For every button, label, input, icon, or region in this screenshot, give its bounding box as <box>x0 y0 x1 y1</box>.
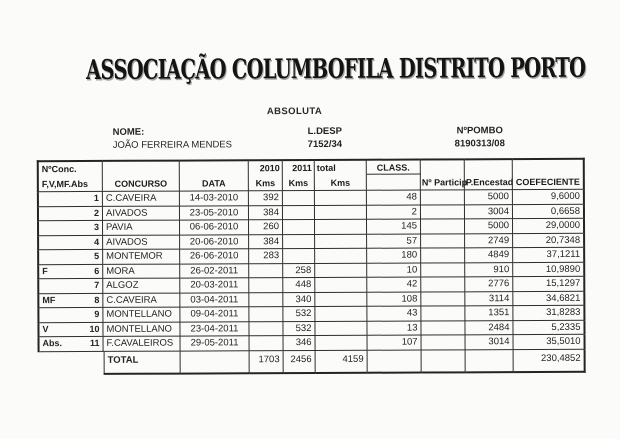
cell-group-num <box>37 250 103 265</box>
cell-encestado: 3114 <box>465 292 513 307</box>
cell-class: 107 <box>368 336 422 351</box>
header-cell-nconc <box>37 160 103 192</box>
cell-total-spacer <box>38 351 104 374</box>
total-label: TOTAL <box>104 351 181 374</box>
cell-kms-2010 <box>249 264 283 279</box>
cell-date: 06-06-2010 <box>180 220 249 235</box>
cell-encestado: 3004 <box>465 205 513 220</box>
row-number: 10 <box>89 323 100 334</box>
member-name: JOÃO FERREIRA MENDES <box>112 139 233 151</box>
cell-kms-2010: 392 <box>249 191 283 206</box>
row-group-label: MF <box>42 294 56 305</box>
row-number: 6 <box>94 265 100 276</box>
cell-group-num <box>37 235 103 250</box>
cell-kms-total <box>315 205 367 220</box>
cell-class: 2 <box>367 205 421 220</box>
cell-kms-total <box>316 336 368 351</box>
header-cell-data: DATA <box>180 159 249 191</box>
cell-group-num <box>37 308 103 323</box>
cell-class: 43 <box>367 307 421 322</box>
cell-kms-total <box>315 249 367 264</box>
cell-date: 20-06-2010 <box>180 235 249 250</box>
cell-concurso: AIVADOS <box>103 206 180 221</box>
cell-date: 03-04-2011 <box>180 293 249 308</box>
cell-class: 10 <box>367 263 421 278</box>
cell-kms-2010 <box>249 293 283 308</box>
header-cell-coeficiente: COEFECIENTE <box>513 158 585 190</box>
cell-concurso: MORA <box>103 264 180 279</box>
cell-kms-2011: 448 <box>283 278 315 293</box>
cell-particip <box>422 335 466 350</box>
cell-date: 26-06-2010 <box>180 249 249 264</box>
cell-kms-total <box>315 292 367 307</box>
cell-kms-2010 <box>249 307 283 322</box>
cell-coeficiente: 35,5010 <box>514 335 586 350</box>
header-nconc-label: NºConc. <box>41 164 77 175</box>
cell-encestado: 5000 <box>465 219 513 234</box>
cell-class: 57 <box>367 234 421 249</box>
header-cell-kms-total <box>315 159 367 191</box>
cell-kms-total <box>315 234 367 249</box>
cell-encestado: 5000 <box>465 190 513 205</box>
header-cell-kms-2010 <box>249 159 283 191</box>
cell-particip <box>421 292 465 307</box>
cell-kms-2010: 384 <box>249 235 283 250</box>
cell-kms-2011 <box>283 249 315 264</box>
cell-particip <box>421 234 465 249</box>
ldesp-value: 7152/34 <box>307 138 343 151</box>
results-table <box>37 158 586 375</box>
cell-kms-2010: 260 <box>249 220 283 235</box>
header-cell-class: CLASS. <box>367 159 421 175</box>
pombo-value: 8190313/08 <box>454 138 505 150</box>
cell-encestado: 3014 <box>466 335 514 350</box>
cell-kms-2011 <box>283 205 315 220</box>
total-particip-empty <box>422 350 466 373</box>
pombo-label: NºPOMBO <box>456 125 503 137</box>
cell-group-num <box>37 192 103 207</box>
cell-particip <box>421 321 465 336</box>
row-number: 11 <box>90 338 100 349</box>
header-kms-label: Kms <box>288 178 309 189</box>
cell-concurso: ALGOZ <box>103 279 180 294</box>
cell-kms-2010 <box>249 322 283 337</box>
row-number: 4 <box>94 236 100 247</box>
cell-class: 48 <box>367 191 421 206</box>
cell-coeficiente: 0,6658 <box>513 204 585 219</box>
cell-kms-total <box>315 278 367 293</box>
row-number: 8 <box>94 294 100 305</box>
cell-particip <box>421 248 465 263</box>
cell-date: 29-05-2011 <box>181 336 250 351</box>
row-group-label: V <box>42 323 49 334</box>
cell-particip <box>421 277 465 292</box>
cell-encestado: 4849 <box>465 248 513 263</box>
total-class-empty <box>368 350 422 373</box>
cell-date: 14-03-2010 <box>180 191 249 206</box>
row-number: 7 <box>94 280 100 291</box>
cell-concurso: C.CAVEIRA <box>103 293 180 308</box>
cell-date: 09-04-2011 <box>180 307 249 322</box>
total-kms-2011: 2456 <box>284 350 316 373</box>
row-number: 9 <box>94 309 100 320</box>
cell-kms-total <box>315 191 367 206</box>
total-kms: 4159 <box>316 350 368 373</box>
cell-coeficiente: 29,0000 <box>513 219 585 234</box>
cell-class: 42 <box>367 278 421 293</box>
cell-coeficiente: 5,2335 <box>513 320 585 335</box>
cell-particip <box>421 263 465 278</box>
row-group-label: Abs. <box>42 338 63 349</box>
association-title: ASSOCIAÇÃO COLUMBOFILA DISTRITO PORTO <box>86 52 586 86</box>
cell-kms-2010 <box>250 336 284 351</box>
row-number: 3 <box>93 222 100 233</box>
cell-particip <box>421 205 465 220</box>
cell-kms-2011 <box>283 234 315 249</box>
cell-group-num <box>37 221 103 236</box>
cell-encestado: 2749 <box>465 234 513 249</box>
header-kms-label: Kms <box>330 177 351 188</box>
cell-coeficiente: 34,6821 <box>513 291 585 306</box>
cell-kms-2011: 532 <box>283 321 315 336</box>
nome-label: NOME: <box>112 126 145 138</box>
cell-date: 23-04-2011 <box>180 322 249 337</box>
header-groups-label: F,V,MF.Abs <box>41 178 89 190</box>
cell-group-num <box>37 279 103 294</box>
cell-date: 23-05-2010 <box>180 206 249 221</box>
cell-concurso: F.CAVALEIROS <box>104 337 181 352</box>
cell-kms-2010: 283 <box>249 249 283 264</box>
total-kms-2010: 1703 <box>250 351 284 374</box>
header-cell-particip: Nº Particip <box>421 158 465 190</box>
cell-concurso: MONTEMOR <box>103 250 180 265</box>
cell-kms-total <box>315 220 367 235</box>
cell-coeficiente: 9,6000 <box>513 190 585 205</box>
header-cell-kms-2011 <box>283 159 315 191</box>
cell-concurso: C.CAVEIRA <box>103 192 180 207</box>
cell-group-num <box>37 293 103 308</box>
row-number: 2 <box>93 207 99 218</box>
header-2011-label: 2011 <box>292 162 312 174</box>
cell-particip <box>421 219 465 234</box>
cell-encestado: 2776 <box>465 277 513 292</box>
header-kms-label: Kms <box>255 178 276 189</box>
cell-concurso: MONTELLANO <box>103 322 180 337</box>
cell-kms-2011: 258 <box>283 263 315 278</box>
header-cell-encestado: P.Encestad <box>465 158 513 190</box>
cell-kms-total <box>315 307 367 322</box>
cell-date: 20-03-2011 <box>180 278 249 293</box>
header-cell-class-empty <box>367 175 421 191</box>
total-encestado-empty <box>466 350 514 373</box>
total-coeficiente: 230,4852 <box>514 349 586 372</box>
cell-particip <box>421 190 465 205</box>
cell-concurso: PAVIA <box>103 221 180 236</box>
cell-coeficiente: 10,9890 <box>513 262 585 277</box>
cell-kms-2011: 532 <box>283 307 315 322</box>
cell-kms-total <box>315 263 367 278</box>
cell-class: 180 <box>367 249 421 264</box>
cell-encestado: 1351 <box>465 306 513 321</box>
cell-concurso: MONTELLANO <box>103 308 180 323</box>
cell-kms-2010: 384 <box>249 206 283 221</box>
cell-date: 26-02-2011 <box>180 264 249 279</box>
cell-coeficiente: 37,1211 <box>513 248 585 263</box>
cell-kms-total <box>315 321 367 336</box>
cell-kms-2011: 346 <box>284 336 316 351</box>
category-label: ABSOLUTA <box>266 105 323 118</box>
cell-group-num <box>37 264 103 279</box>
cell-class: 13 <box>367 321 421 336</box>
header-cell-concurso: CONCURSO <box>103 160 180 192</box>
cell-group-num <box>37 322 103 337</box>
header-2010-label: 2010 <box>259 163 280 174</box>
cell-kms-2010 <box>249 278 283 293</box>
cell-particip <box>421 306 465 321</box>
cell-kms-2011: 340 <box>283 292 315 307</box>
header-total-label: total <box>316 162 336 173</box>
cell-group-num <box>38 337 104 352</box>
cell-class: 108 <box>367 292 421 307</box>
cell-coeficiente: 15,1297 <box>513 277 585 292</box>
cell-coeficiente: 31,8283 <box>513 306 585 321</box>
cell-class: 145 <box>367 220 421 235</box>
cell-coeficiente: 20,7348 <box>513 233 585 248</box>
cell-kms-2011 <box>283 191 315 206</box>
cell-encestado: 910 <box>465 263 513 278</box>
ldesp-label: L.DESP <box>307 125 342 138</box>
row-number: 5 <box>94 251 100 262</box>
row-number: 1 <box>93 193 99 204</box>
cell-total-date-empty <box>181 351 250 374</box>
row-group-label: F <box>42 265 48 276</box>
cell-encestado: 2484 <box>465 321 513 336</box>
cell-concurso: AIVADOS <box>103 235 180 250</box>
cell-kms-2011 <box>283 220 315 235</box>
cell-group-num <box>37 206 103 221</box>
